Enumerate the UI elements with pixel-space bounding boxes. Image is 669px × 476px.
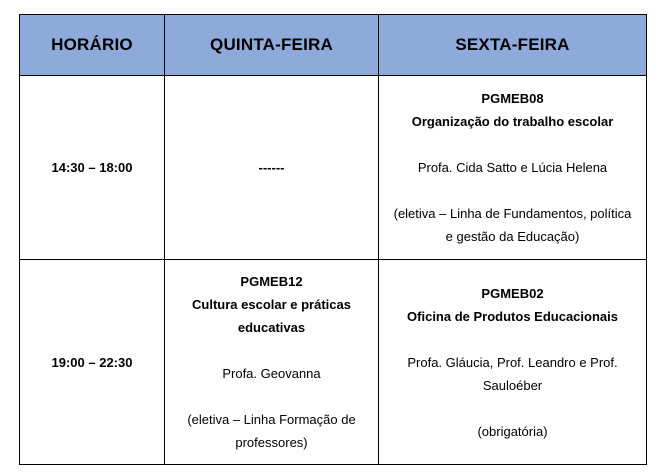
course-teacher: Profa. Gláucia, Prof. Leandro e Prof. Sauloéber bbox=[407, 354, 618, 393]
course-code: PGMEB02 bbox=[481, 285, 544, 301]
friday-course-cell bbox=[379, 76, 647, 260]
course-title: Oficina de Produtos Educacionais bbox=[407, 308, 618, 324]
table-row bbox=[20, 260, 647, 465]
header-time: HORÁRIO bbox=[20, 15, 165, 76]
thursday-empty-cell: ------ bbox=[165, 76, 379, 260]
course-code: PGMEB08 bbox=[481, 91, 544, 106]
time-cell: 19:00 – 22:30 bbox=[20, 260, 165, 465]
course-title: Organização do trabalho escolar bbox=[411, 114, 614, 129]
course-code: PGMEB12 bbox=[240, 274, 303, 289]
course-teacher: Profa. Geovanna bbox=[222, 366, 321, 381]
thursday-course-cell bbox=[165, 260, 379, 465]
header-row bbox=[20, 15, 647, 76]
course-note: (eletiva – Linha Formação de professores) bbox=[187, 412, 356, 450]
header-friday: SEXTA-FEIRA bbox=[379, 15, 647, 76]
friday-course-cell bbox=[379, 260, 647, 465]
table-row bbox=[20, 76, 647, 260]
schedule-wrapper bbox=[19, 14, 647, 465]
course-title: Cultura escolar e práticas educativas bbox=[192, 297, 351, 335]
schedule-table bbox=[19, 14, 647, 465]
time-cell: 14:30 – 18:00 bbox=[20, 76, 165, 260]
course-note: (eletiva – Linha de Fundamentos, política e gestão da Educação) bbox=[393, 206, 632, 244]
course-note: (obrigatória) bbox=[477, 423, 548, 439]
header-thursday: QUINTA-FEIRA bbox=[165, 15, 379, 76]
course-teacher: Profa. Cida Satto e Lúcia Helena bbox=[417, 160, 608, 175]
